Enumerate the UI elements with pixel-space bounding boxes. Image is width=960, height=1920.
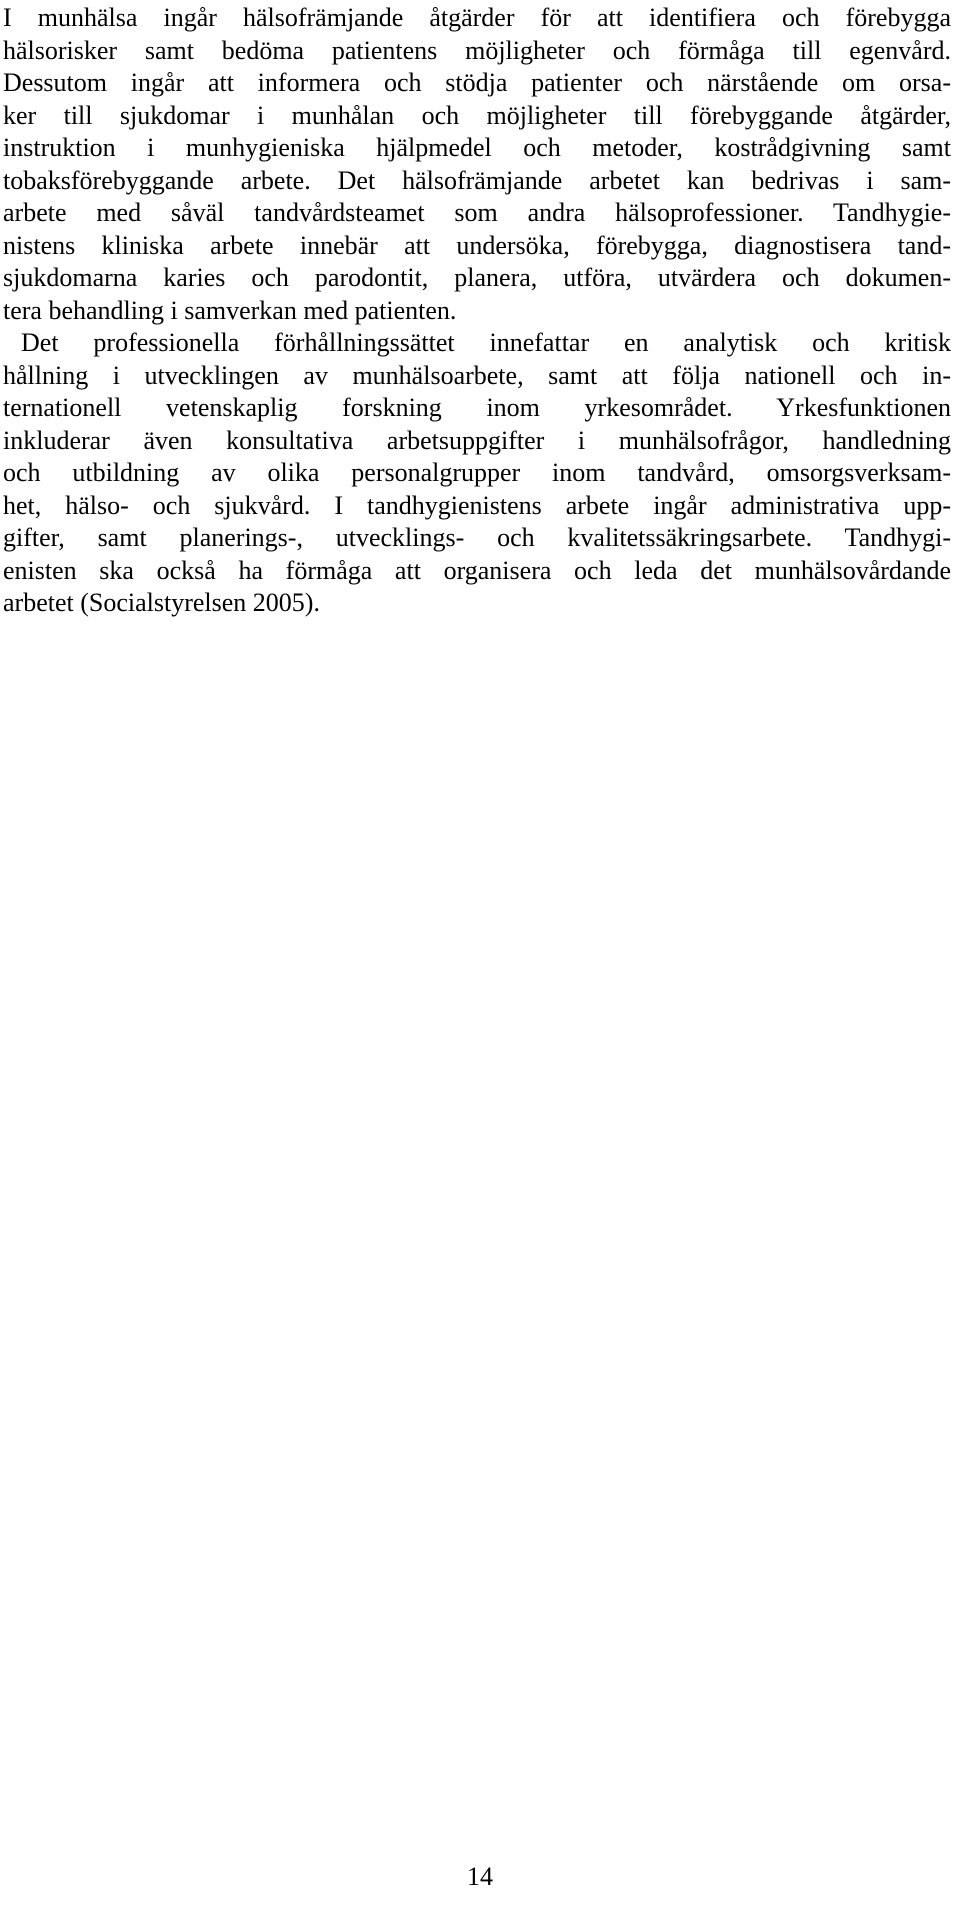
- text-line: inkluderar även konsultativa arbetsuppgifter i munhälsofrågor, handledning: [3, 425, 951, 455]
- text-line: Det professionella förhållningssättet innefattar en analytisk och kritisk: [21, 328, 951, 357]
- text-line: gifter, samt planerings-, utvecklings- och kvalitetssäkringsarbete. Tandhygi-: [3, 523, 951, 552]
- text-line: het, hälso- och sjukvård. I tandhygienistens arbete ingår administrativa upp-: [3, 490, 951, 520]
- text-line: arbete med såväl tandvårdsteamet som andra hälsoprofessioner. Tandhygie-: [3, 198, 951, 227]
- text-line: ker till sjukdomar i munhålan och möjligheter till förebyggande åtgärder,: [3, 100, 951, 130]
- body-text: [3, 2, 951, 620]
- text-line: instruktion i munhygieniska hjälpmedel och metoder, kostrådgivning samt: [3, 133, 951, 162]
- text-line: Dessutom ingår att informera och stödja patienter och närstående om orsa-: [3, 68, 951, 97]
- text-line: och utbildning av olika personalgrupper inom tandvård, omsorgsverksam-: [3, 458, 951, 487]
- text-line: nistens kliniska arbete innebär att undersöka, förebygga, diagnostisera tand-: [3, 230, 951, 260]
- text-line: sjukdomarna karies och parodontit, planera, utföra, utvärdera och dokumen-: [3, 263, 951, 292]
- text-line: hälsorisker samt bedöma patientens möjligheter och förmåga till egenvård.: [3, 35, 951, 65]
- text-line: I munhälsa ingår hälsofrämjande åtgärder för att identifiera och förebygga: [3, 3, 951, 32]
- text-line: hållning i utvecklingen av munhälsoarbete, samt att följa nationell och in-: [3, 360, 951, 390]
- text-line: enisten ska också ha förmåga att organisera och leda det munhälsovårdande: [3, 555, 951, 585]
- page-number: 14: [467, 1862, 493, 1891]
- text-line: arbetet (Socialstyrelsen 2005).: [3, 588, 320, 617]
- text-line: tobaksförebyggande arbete. Det hälsofrämjande arbetet kan bedrivas i sam-: [3, 165, 951, 195]
- text-line: ternationell vetenskaplig forskning inom yrkesområdet. Yrkesfunktionen: [3, 393, 951, 422]
- text-line: tera behandling i samverkan med patienten.: [3, 295, 457, 325]
